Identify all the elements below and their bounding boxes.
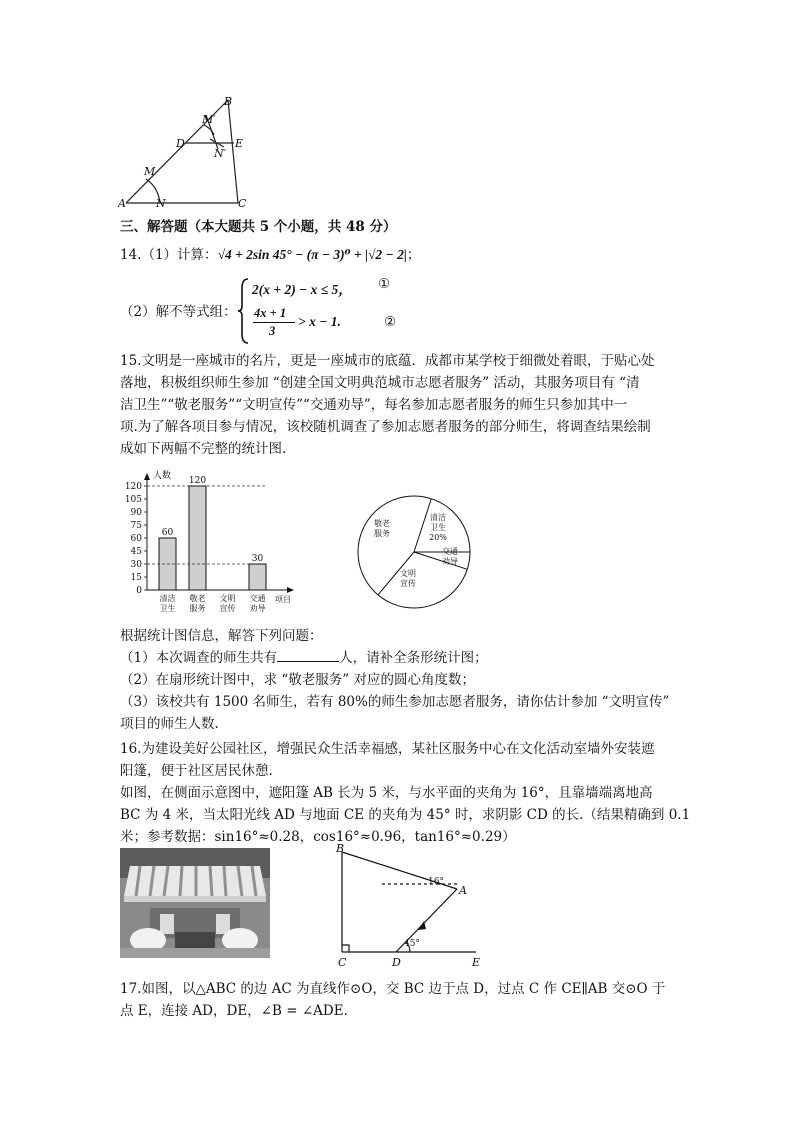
y-tick-label: 105: [124, 495, 142, 505]
q15-question-3-cont: 项目的师生人数.: [120, 716, 219, 732]
bar-value-label: 60: [161, 528, 174, 538]
bar-value-label: 30: [251, 554, 264, 564]
answer-blank[interactable]: [277, 647, 339, 662]
y-tick-label: 30: [130, 560, 142, 570]
pie-slice-label: 交通: [442, 547, 458, 556]
label-B: B: [336, 842, 345, 855]
x-axis-label: 项目: [275, 595, 291, 604]
category-label: 劝导: [249, 604, 266, 613]
section-heading: 三、解答题（本大题共 5 个小题，共 48 分）: [120, 219, 397, 235]
x-axis-arrow: [287, 587, 294, 593]
label-A: A: [118, 197, 126, 210]
bar-交通劝导: [249, 564, 266, 590]
pie-slice-label: 服务: [374, 529, 390, 538]
label-D: D: [392, 956, 401, 969]
pie-slice-label: 宣传: [400, 579, 416, 588]
category-label: 文明: [219, 594, 236, 603]
label-B: B: [224, 95, 233, 108]
pie-slice-label: 20%: [429, 533, 447, 542]
label-E: E: [235, 137, 244, 150]
q15-intro: 根据统计图信息，解答下列问题：: [120, 628, 323, 644]
y-tick-label: 60: [130, 534, 142, 544]
category-label: 清洁: [159, 594, 176, 603]
y-tick-label: 75: [130, 521, 142, 531]
y-tick-label: 90: [130, 508, 142, 518]
angle-45: 45°: [404, 939, 420, 949]
y-tick-label: 120: [124, 482, 142, 492]
bar-敬老服务: [189, 486, 206, 590]
triangle-construction-figure: [118, 95, 258, 210]
label-C: C: [238, 197, 247, 210]
label-C: C: [338, 956, 347, 969]
pie-slice-label: 清洁: [430, 513, 446, 522]
pie-chart: [352, 490, 476, 614]
q14-part1: 14.（1）计算：√4 + 2sin 45° − (π − 3)⁰ + |√2 − 2|；: [120, 247, 421, 263]
label-E: E: [472, 956, 481, 969]
label-M-prime: M′: [202, 113, 216, 126]
y-axis-arrow: [144, 473, 150, 480]
category-label: 宣传: [219, 604, 236, 613]
angle-16: 16°: [428, 877, 444, 887]
awning-geometry-figure: [322, 842, 492, 970]
label-N: N: [156, 197, 166, 210]
q15-question-3: （3）该校共有 1500 名师生，若有 80%的师生参加志愿者服务，请你估计参加 “文明宣传”: [120, 694, 670, 710]
pie-slice-label: 敬老: [374, 519, 390, 528]
q16-reference-data: 米；参考数据：sin16°≈0.28，cos16°≈0.96，tan16°≈0.29）: [120, 829, 516, 845]
q17-line-2: 点 E，连接 AD，DE，∠B = ∠ADE.: [120, 1003, 348, 1019]
label-M: M: [144, 165, 156, 178]
bar-chart: [115, 462, 305, 622]
pie-slice-label: 卫生: [430, 523, 446, 532]
label-A: A: [459, 884, 467, 897]
y-tick-label: 0: [136, 586, 142, 596]
y-axis-label: 人数: [153, 471, 172, 481]
label-D: D: [176, 137, 185, 150]
y-tick-label: 15: [130, 573, 142, 583]
q15-question-2: （2）在扇形统计图中，求 “敬老服务” 对应的圆心角度数；: [120, 672, 475, 688]
q15-question-1: （1）本次调查的师生共有 人，请补全条形统计图；: [120, 647, 488, 669]
category-label: 交通: [249, 594, 266, 603]
y-tick-label: 45: [130, 547, 142, 557]
category-label: 敬老: [189, 594, 206, 603]
awning-photo: [120, 848, 270, 958]
pie-slice-label: 劝导: [442, 557, 458, 566]
pie-slice-label: 文明: [400, 569, 416, 578]
label-N-prime: N′: [214, 147, 227, 160]
q17-line-1: 17.如图，以△ABC 的边 AC 为直线作⊙O，交 BC 边于点 D，过点 C 作 CE∥AB 交⊙O 于: [120, 981, 666, 997]
category-label: 卫生: [159, 604, 176, 613]
category-label: 服务: [189, 604, 206, 613]
q14-part2: （2）解不等式组： 2(x + 2) − x ≤ 5， ① 4x + 1 3 > x − 1. ②: [120, 276, 540, 346]
bar-value-label: 120: [188, 476, 207, 486]
